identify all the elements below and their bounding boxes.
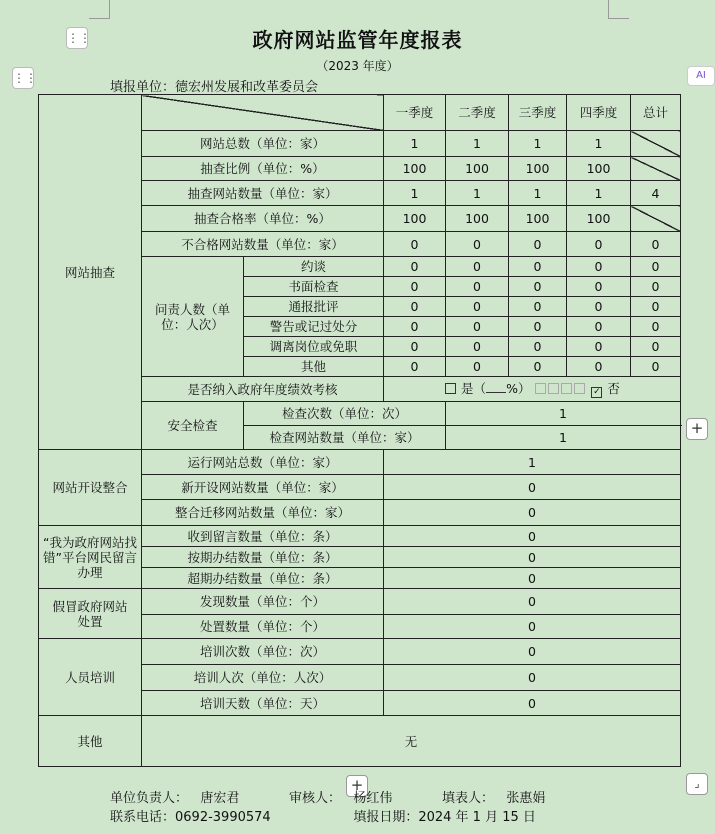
cell: 0	[509, 257, 567, 277]
row-label: 抽查合格率（单位：%）	[142, 206, 384, 232]
option-yes-label: 是（	[461, 380, 487, 396]
cell: 0	[509, 232, 567, 257]
table-resize-handle-icon[interactable]: ⌟	[686, 773, 708, 795]
cell: 0	[384, 547, 681, 568]
row-label: 按期办结数量（单位：条）	[142, 547, 384, 568]
row-label: 收到留言数量（单位：条）	[142, 526, 384, 547]
row-label: 处置数量（单位：个）	[142, 615, 384, 639]
header-diagonal-cell	[142, 95, 384, 131]
cell: 100	[567, 206, 631, 232]
footer-contact: 联系电话：0692-3990574 填报日期：2024 年 1 月 15 日	[110, 810, 536, 825]
cell: 100	[446, 206, 509, 232]
row-label: 检查网站数量（单位：家）	[244, 426, 446, 450]
cell: 0	[384, 297, 446, 317]
section-other: 其他	[39, 716, 142, 767]
cell: 0	[384, 257, 446, 277]
row-label: 发现数量（单位：个）	[142, 589, 384, 615]
cell: 0	[446, 232, 509, 257]
cell: 0	[446, 337, 509, 357]
row-label: 其他	[244, 357, 384, 377]
cell: 0	[446, 317, 509, 337]
cell: 0	[567, 297, 631, 317]
cell: 100	[446, 157, 509, 181]
cell: 0	[384, 589, 681, 615]
cell: 0	[384, 526, 681, 547]
section-safety: 安全检查	[142, 402, 244, 450]
blank-diagonal-cell	[631, 157, 681, 181]
cell: 0	[631, 277, 681, 297]
cell: 0	[567, 277, 631, 297]
cell: 0	[567, 337, 631, 357]
cell: 0	[631, 297, 681, 317]
cell: 0	[446, 257, 509, 277]
page-title: 政府网站监管年度报表	[252, 28, 463, 52]
cell: 100	[509, 206, 567, 232]
reporting-unit: 填报单位：德宏州发展和改革委员会	[110, 80, 319, 95]
section-spot-check: 网站抽查	[39, 95, 142, 450]
row-label: 超期办结数量（单位：条）	[142, 568, 384, 589]
add-row-button[interactable]: +	[346, 775, 368, 797]
row-label: 调离岗位或免职	[244, 337, 384, 357]
row-label: 网站总数（单位：家）	[142, 131, 384, 157]
cell: 0	[446, 297, 509, 317]
cell: 1	[384, 450, 681, 475]
header-q1: 一季度	[384, 95, 446, 131]
cell: 0	[384, 475, 681, 500]
row-label: 检查次数（单位：次）	[244, 402, 446, 426]
page-corner-mark-left	[89, 0, 110, 19]
row-label: 培训次数（单位：次）	[142, 639, 384, 665]
accountability-label: 问责人数（单位：人次）	[142, 257, 244, 377]
cell: 0	[384, 665, 681, 691]
option-no-label: 否	[607, 380, 620, 396]
cell: 0	[567, 317, 631, 337]
option-pct-label: %）	[506, 380, 531, 396]
cell: 1	[446, 131, 509, 157]
report-table	[38, 94, 681, 767]
header-q4: 四季度	[567, 95, 631, 131]
cell: 1	[384, 181, 446, 206]
cell: 0	[509, 297, 567, 317]
performance-choice	[384, 377, 681, 402]
cell: 0	[446, 357, 509, 377]
blank-diagonal-cell	[631, 206, 681, 232]
cell: 0	[384, 357, 446, 377]
page-corner-mark-right	[608, 0, 629, 19]
cell: 1	[509, 181, 567, 206]
block-handle-icon[interactable]: ⋮⋮	[12, 67, 34, 89]
ai-assistant-button[interactable]: AI	[687, 66, 715, 86]
cell: 0	[446, 277, 509, 297]
row-label: 不合格网站数量（单位：家）	[142, 232, 384, 257]
table-move-handle-icon[interactable]: ⋮⋮	[66, 27, 88, 49]
cell: 1	[446, 181, 509, 206]
row-label: 整合迁移网站数量（单位：家）	[142, 500, 384, 526]
section-training: 人员培训	[39, 639, 142, 716]
row-label: 运行网站总数（单位：家）	[142, 450, 384, 475]
header-total: 总计	[631, 95, 681, 131]
cell: 0	[509, 337, 567, 357]
section-integration: 网站开设整合	[39, 450, 142, 526]
cell: 0	[509, 317, 567, 337]
cell: 0	[567, 257, 631, 277]
row-label: 抽查比例（单位：%）	[142, 157, 384, 181]
cell: 0	[567, 232, 631, 257]
cell: 4	[631, 181, 681, 206]
row-label: 培训人次（单位：人次）	[142, 665, 384, 691]
header-q3: 三季度	[509, 95, 567, 131]
checkbox-no[interactable]: ✓	[593, 386, 601, 397]
cell: 0	[384, 277, 446, 297]
cell: 0	[384, 232, 446, 257]
checkbox-yes[interactable]	[445, 383, 456, 394]
cell: 1	[384, 131, 446, 157]
cell: 1	[446, 426, 681, 450]
cell: 100	[384, 157, 446, 181]
section-fake-sites: 假冒政府网站处置	[39, 589, 142, 639]
cell: 0	[631, 357, 681, 377]
cell: 0	[631, 232, 681, 257]
row-label: 警告或记过处分	[244, 317, 384, 337]
cell: 0	[509, 357, 567, 377]
cell: 0	[384, 337, 446, 357]
row-label: 通报批评	[244, 297, 384, 317]
cell: 0	[384, 691, 681, 716]
row-label: 书面检查	[244, 277, 384, 297]
cell: 0	[384, 639, 681, 665]
cell: 0	[509, 277, 567, 297]
section-message: “我为政府网站找错”平台网民留言办理	[39, 526, 142, 589]
cell: 0	[384, 500, 681, 526]
cell: 1	[567, 181, 631, 206]
add-column-button[interactable]: +	[686, 418, 708, 440]
row-label: 是否纳入政府年度绩效考核	[142, 377, 384, 402]
cell: 0	[631, 257, 681, 277]
row-label: 约谈	[244, 257, 384, 277]
cell: 0	[384, 568, 681, 589]
row-label: 抽查网站数量（单位：家）	[142, 181, 384, 206]
header-q2: 二季度	[446, 95, 509, 131]
cell: 0	[567, 357, 631, 377]
cell: 100	[509, 157, 567, 181]
cell: 100	[567, 157, 631, 181]
cell: 0	[384, 615, 681, 639]
row-label: 培训天数（单位：天）	[142, 691, 384, 716]
cell: 1	[509, 131, 567, 157]
cell: 0	[384, 317, 446, 337]
row-label: 新开设网站数量（单位：家）	[142, 475, 384, 500]
cell: 100	[384, 206, 446, 232]
report-year: （2023 年度）	[316, 59, 399, 73]
other-value: 无	[142, 716, 681, 767]
cell: 0	[631, 337, 681, 357]
blank-diagonal-cell	[631, 131, 681, 157]
cell: 1	[567, 131, 631, 157]
footer-signatures: 单位负责人： 唐宏君 审核人： 杨红伟 填表人： 张惠娟	[110, 791, 546, 806]
cell: 0	[631, 317, 681, 337]
cell: 1	[446, 402, 681, 426]
